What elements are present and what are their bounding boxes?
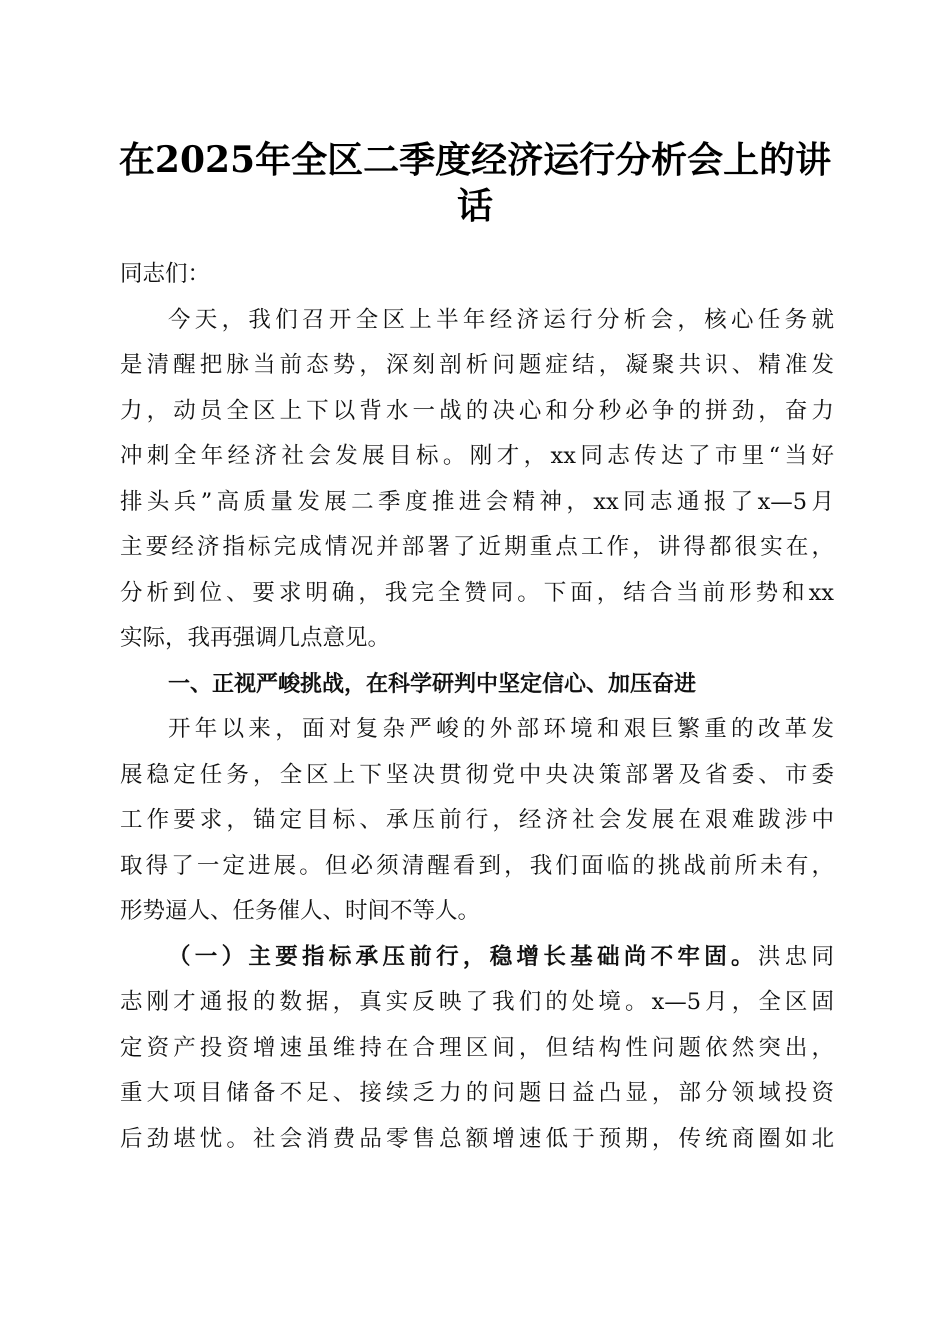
section-heading-1: 一、正视严峻挑战，在科学研判中坚定信心、加压奋进 xyxy=(168,671,697,697)
paragraph-line: 开年以来，面对复杂严峻的外部环境和艰巨繁重的改革发 xyxy=(168,716,834,742)
paragraph-line: 取得了一定进展。但必须清醒看到，我们面临的挑战前所未有， xyxy=(120,852,834,879)
paragraph-intro xyxy=(120,298,834,662)
paragraph-line: 实际，我再强调几点意见。 xyxy=(120,625,391,651)
paragraph-indicators xyxy=(120,935,834,1163)
paragraph-line: 工作要求，锚定目标、承压前行，经济社会发展在艰难跋涉中 xyxy=(120,807,834,833)
paragraph-first-line xyxy=(120,935,834,981)
document-body xyxy=(120,252,834,1162)
paragraph-line: 今天，我们召开全区上半年经济运行分析会，核心任务就 xyxy=(168,306,834,333)
paragraph-line: 主要经济指标完成情况并部署了近期重点工作，讲得都很实在， xyxy=(120,534,834,560)
paragraph-line: 分析到位、要求明确，我完全赞同。下面，结合当前形势和xx xyxy=(120,579,834,606)
paragraph-line: 力，动员全区上下以背水一战的决心和分秒必争的拼劲，奋力 xyxy=(120,397,834,424)
title-line-1: 在2025年全区二季度经济运行分析会上的讲 xyxy=(118,139,832,181)
paragraph-line: 志刚才通报的数据，真实反映了我们的处境。x—5月，全区固 xyxy=(120,989,834,1015)
title-line-2: 话 xyxy=(456,185,493,227)
paragraph-line-rest: 洪忠同 xyxy=(757,943,834,970)
paragraph-line: 后劲堪忧。社会消费品零售总额增速低于预期，传统商圈如北 xyxy=(120,1125,834,1152)
document-title xyxy=(100,137,850,229)
paragraph-line: 重大项目储备不足、接续乏力的问题日益凸显，部分领域投资 xyxy=(120,1080,834,1106)
subheading-lead: （一）主要指标承压前行，稳增长基础尚不牢固。 xyxy=(168,943,758,970)
paragraph-line: 是清醒把脉当前态势，深刻剖析问题症结，凝聚共识、精准发 xyxy=(120,352,834,378)
paragraph-line: 排头兵”高质量发展二季度推进会精神，xx同志通报了x—5月 xyxy=(120,488,834,515)
paragraph-line: 形势逼人、任务催人、时间不等人。 xyxy=(120,898,481,924)
paragraph-line: 定资产投资增速虽维持在合理区间，但结构性问题依然突出， xyxy=(120,1034,834,1061)
paragraph-challenges xyxy=(120,707,834,935)
salutation: 同志们： xyxy=(120,261,211,287)
paragraph-line: 展稳定任务，全区上下坚决贯彻党中央决策部署及省委、市委 xyxy=(120,761,834,788)
paragraph-line: 冲刺全年经济社会发展目标。刚才，xx同志传达了市里“当好 xyxy=(120,443,834,469)
